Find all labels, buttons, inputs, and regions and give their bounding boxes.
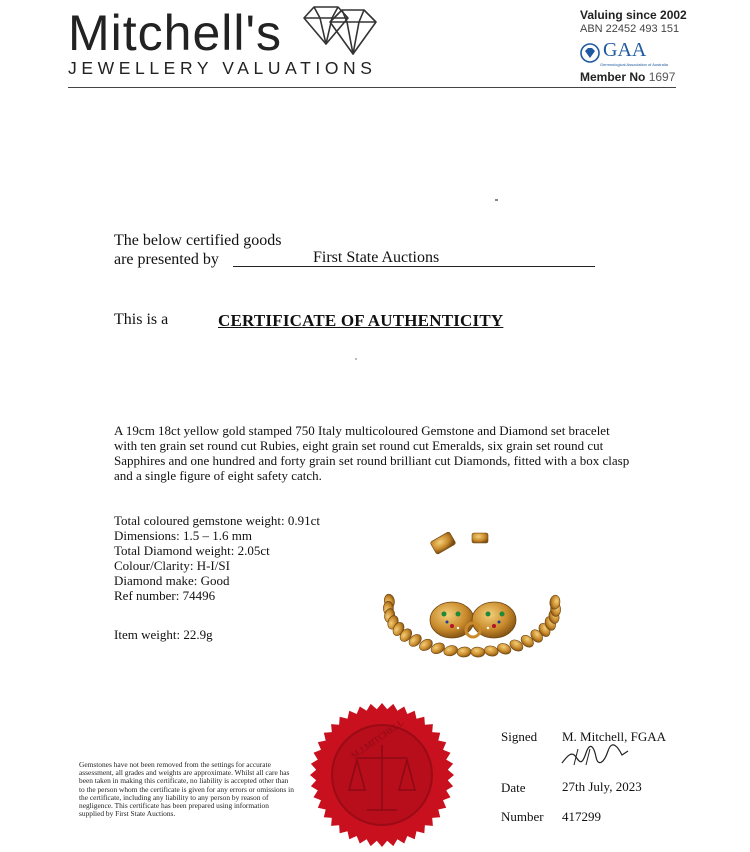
chain-link [483, 645, 499, 658]
abn-number: ABN 22452 493 151 [580, 23, 680, 35]
spec-line: Total Diamond weight: 2.05ct [114, 543, 270, 558]
member-number-value: 1697 [648, 70, 676, 84]
item-description: A 19cm 18ct yellow gold stamped 750 Italy multicoloured Gemstone and Diamond set bracelet with ten grain set round cut Rubies, eight grain set round cut Emeralds, six grain set round cut Sapphires and one hundred and forty grain set round brilliant cut Diamonds, fitted with a box clasp and a single figure of eight safety catch. [114, 423, 630, 483]
header-credentials [580, 8, 687, 84]
certificate-prefix: This is a [114, 311, 169, 328]
spec-line: Ref number: 74496 [114, 588, 216, 603]
gaa-emblem-icon [580, 43, 600, 63]
spec-line: Dimensions: 1.5 – 1.6 mm [114, 528, 252, 543]
brand-tagline: JEWELLERY VALUATIONS [68, 58, 377, 78]
item-weight: Item weight: 22.9g [114, 627, 213, 642]
signature-scribble-icon [560, 743, 630, 768]
brand-name: Mitchell's [68, 5, 283, 61]
spec-line: Diamond make: Good [114, 573, 230, 588]
item-specifications [114, 513, 320, 603]
gaa-full-name: Gemmological Association of Australia [600, 62, 668, 67]
wax-seal-icon [307, 700, 457, 850]
date-label: Date [501, 780, 526, 795]
paper-speck [355, 358, 357, 360]
certificate-date: 27th July, 2023 [562, 779, 642, 794]
gaa-badge [580, 39, 687, 67]
signed-label: Signed [501, 729, 538, 744]
presented-to-name: First State Auctions [233, 250, 595, 267]
chain-link [470, 647, 485, 658]
valuing-since: Valuing since 2002 [580, 8, 687, 22]
certificate-number: 417299 [562, 809, 601, 824]
signed-by: M. Mitchell, FGAA [562, 729, 666, 744]
diamond-logo-icon [300, 4, 378, 58]
presented-line-2: are presented by [114, 251, 219, 268]
member-label: Member No [580, 70, 646, 84]
presented-line-1: The below certified goods [114, 232, 282, 249]
seal-text: M.J.MITCHELL [349, 717, 406, 761]
paper-speck [495, 199, 498, 201]
member-number [580, 70, 687, 84]
gaa-word: GAA [603, 39, 647, 61]
number-label: Number [501, 809, 544, 824]
bracelet-image [372, 528, 572, 668]
header-divider [68, 87, 676, 88]
spec-line: Total coloured gemstone weight: 0.91ct [114, 513, 320, 528]
spec-line: Colour/Clarity: H-I/SI [114, 558, 230, 573]
chain-link [443, 644, 459, 657]
chain-link [457, 646, 472, 657]
certificate-title: CERTIFICATE OF AUTHENTICITY [218, 311, 504, 330]
disclaimer-text: Gemstones have not been removed from the settings for accurate assessment, all grades and weights are approximate. Whilst all care has been taken in making this certificate, no liability is accepted other than to the person whom the certificate is given for any errors or omissions in the certificate, including any liability to any person by reason of negligence. This certificate has been prepared using information supplied by First State Auctions. [79, 760, 294, 819]
